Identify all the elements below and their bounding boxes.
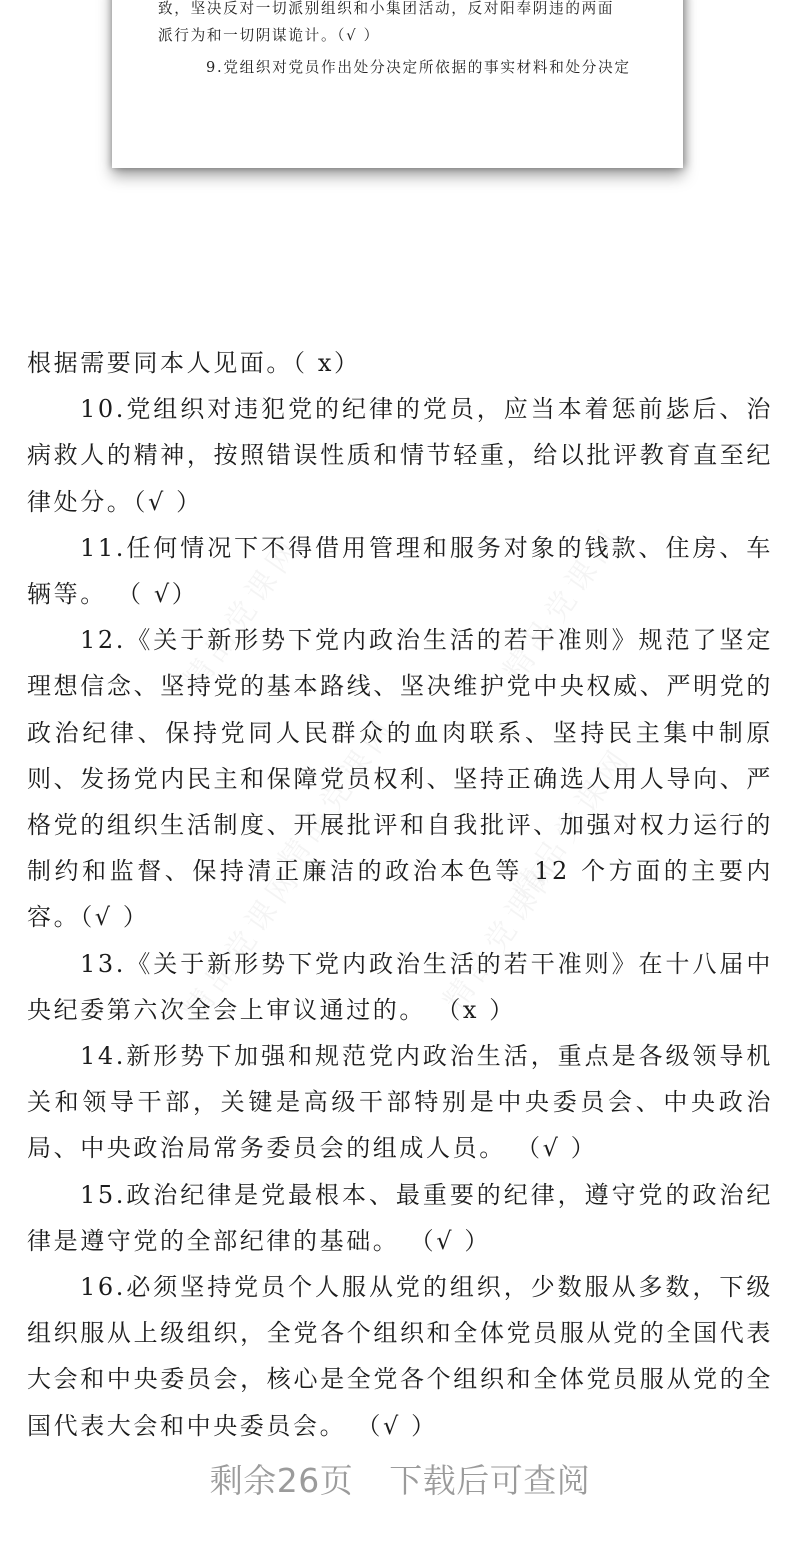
download-hint: 下载后可查阅 [389,1461,591,1500]
paragraph-12: 12.《关于新形势下党内政治生活的若干准则》规范了坚定理想信念、坚持党的基本路线、坚决维护党中央权威、严明党的政治纪律、保持党同人民群众的血肉联系、坚持民主集中制原则、发扬党内民主和保障党员权利、坚持正确选人用人导向、严格党的组织生活制度、开展批评和自我批评、加强对权力运行的制约和监督、保持清正廉洁的政治本色等 12 个方面的主要内容。（√ ） [27,626,773,932]
preview-page-card [112,0,683,168]
paragraph-9-continuation: 根据需要同本人见面。（ x） [27,349,361,377]
preview-line: 致，坚决反对一切派别组织和小集团活动，反对阳奉阴违的两面 [158,0,615,17]
paragraph-13: 13.《关于新形势下党内政治生活的若干准则》在十八届中央纪委第六次全会上审议通过的。 （x ） [27,949,773,1024]
paragraph-15: 15.政治纪律是党最根本、最重要的纪律，遵守党的政治纪律是遵守党的全部纪律的基础。 （√ ） [27,1180,773,1255]
remaining-pages-count: 剩余26页 [209,1461,354,1500]
preview-line: 9.党组织对党员作出处分决定所依据的事实材料和处分决定 [206,59,631,76]
paragraph-14: 14.新形势下加强和规范党内政治生活，重点是各级领导机关和领导干部，关键是高级干部特别是中央委员会、中央政治局、中央政治局常务委员会的组成人员。 （√ ） [27,1042,773,1163]
document-body [27,340,773,1449]
preview-line: 派行为和一切阴谋诡计。（√ ） [158,27,380,44]
paragraph-10: 10.党组织对违犯党的纪律的党员，应当本着惩前毖后、治病救人的精神，按照错误性质和情节轻重，给以批评教育直至纪律处分。（√ ） [27,395,773,516]
paragraph-11: 11.任何情况下不得借用管理和服务对象的钱款、住房、车辆等。 （ √） [27,533,773,609]
remaining-pages-prompt[interactable] [0,1455,800,1502]
paragraph-16: 16.必须坚持党员个人服从党的组织，少数服从多数，下级组织服从上级组织，全党各个组织和全体党员服从党的全国代表大会和中央委员会，核心是全党各个组织和全体党员服从党的全国代表大会和中央委员会。 （√ ） [27,1273,773,1440]
